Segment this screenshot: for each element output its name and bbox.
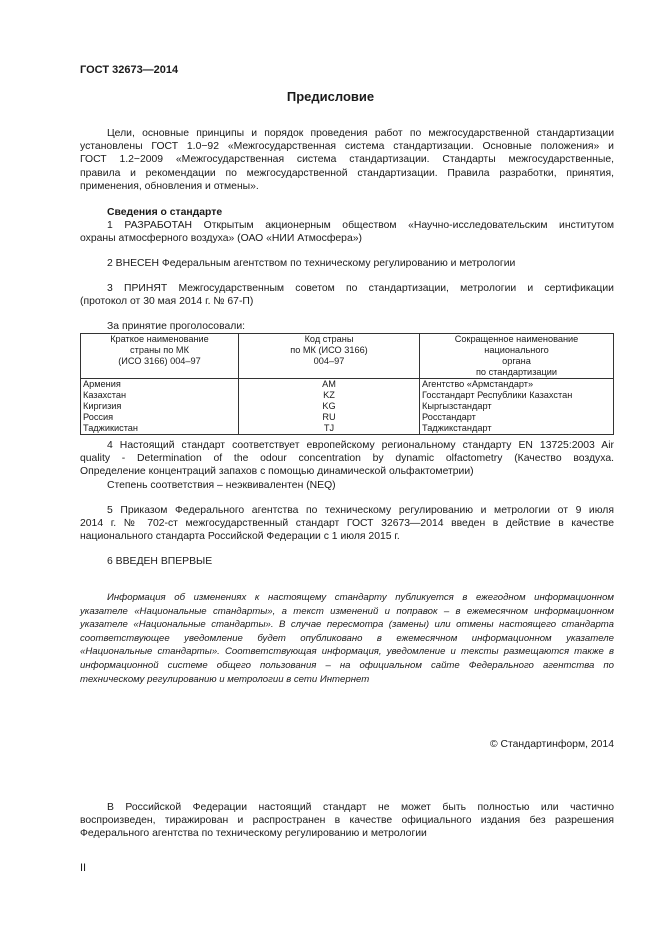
intro-line: ГОСТ 1.2−2009 «Межгосударственная система стандартизации. Стандарты межгосударственные, [80, 154, 614, 166]
intro-line: правила и рекомендации по межгосударственной стандартизации. Правила разработки, принятия, [80, 167, 614, 179]
country-cell: Киргизия [81, 401, 239, 412]
item4-line: 4 Настоящий стандарт соответствует европейскому региональному стандарту EN 13725:2003 Air [107, 440, 614, 451]
body-cell: Агентство «Армстандарт» [420, 379, 614, 391]
table-row [81, 423, 614, 435]
item4 [80, 439, 614, 492]
country-cell: Казахстан [81, 390, 239, 401]
code-cell: TJ [239, 423, 420, 435]
info-heading: Сведения о стандарте [107, 207, 223, 218]
intro-line: применения, обновления и отмены». [80, 180, 259, 192]
notice-line: указателе «Национальные стандарты», а текст изменений и поправок – в ежемесячном информационном [80, 605, 614, 617]
notice-line: техническому регулированию и метрологии в сети Интернет [80, 673, 370, 685]
copyright: © Стандартинформ, 2014 [489, 739, 614, 750]
item1-line: 1 РАЗРАБОТАН Открытым акционерным обществом «Научно-исследовательским институтом [107, 220, 614, 232]
item5-line: национального стандарта Российской Федерации с 1 июля 2015 г. [80, 531, 400, 543]
item4-line: Определение концентраций запахов с помощью динамической ольфактометрии) [80, 466, 474, 478]
item2-line: 2 ВНЕСЕН Федеральным агентством по техническому регулированию и метрологии [107, 258, 516, 269]
code-cell: KZ [239, 390, 420, 401]
country-cell: Россия [81, 412, 239, 423]
code-cell: KG [239, 401, 420, 412]
item1-line: охраны атмосферного воздуха» (ОАО «НИИ Атмосфера») [80, 233, 362, 245]
intro-paragraph [80, 127, 614, 193]
reproduction-notice [80, 801, 614, 841]
notice-line: «Национальные стандарты». Соответствующая информация, уведомление и тексты размещаются также в [80, 646, 614, 658]
reproduction-line: воспроизведен, тиражирован и распространен в качестве официального издания без разрешения [80, 815, 614, 827]
table-row [81, 390, 614, 401]
item6-line: 6 ВВЕДЕН ВПЕРВЫЕ [107, 556, 213, 567]
item3-line: 3 ПРИНЯТ Межгосударственным советом по стандартизации, метрологии и сертификации [107, 283, 614, 294]
notice-line: соответствующее уведомление будет опубликовано в ежемесячном информационном указателе [80, 632, 614, 644]
conformity-degree: Степень соответствия – неэквивалентен (NEQ) [107, 479, 336, 491]
column-header-code: Код страны по МК (ИСО 3166) 004–97 [239, 334, 420, 379]
intro-line: Цели, основные принципы и порядок проведения работ по межгосударственной стандартизации [107, 128, 614, 139]
changes-notice [80, 591, 614, 686]
item2 [80, 257, 614, 270]
item6 [80, 555, 614, 568]
reproduction-line: Федерального агентства по техническому регулированию и метрологии [80, 828, 427, 840]
standard-header: ГОСТ 32673—2014 [80, 64, 179, 76]
country-cell: Армения [81, 379, 239, 391]
body-cell: Росстандарт [420, 412, 614, 423]
item3 [80, 282, 614, 308]
body-cell: Кыргызстандарт [420, 401, 614, 412]
code-cell: RU [239, 412, 420, 423]
item5-line: 2014 г. № 702-ст межгосударственный стандарт ГОСТ 32673—2014 введен в действие в качестве [80, 518, 614, 530]
table-caption: За принятие проголосовали: [107, 321, 246, 332]
item3-line: (протокол от 30 мая 2014 г. № 67-П) [80, 296, 254, 308]
column-header-country: Краткое наименование страны по МК (ИСО 3166) 004–97 [81, 334, 239, 379]
notice-line: информационной системе общего пользования – на официальном сайте Федерального агентства по [80, 659, 614, 671]
code-cell: AM [239, 379, 420, 391]
column-header-body: Сокращенное наименование национального органа по стандартизации [420, 334, 614, 379]
page-number: II [80, 862, 87, 874]
country-cell: Таджикистан [81, 423, 239, 435]
standard-info-section [80, 206, 614, 246]
table-row [81, 401, 614, 412]
table-row [81, 379, 614, 391]
voting-table [80, 333, 614, 435]
reproduction-line: В Российской Федерации настоящий стандарт не может быть полностью или частично [107, 802, 614, 813]
notice-line: указателе «Национальные стандарты». В случае пересмотра (замены) или отмены настоящего стандарта [80, 619, 614, 631]
item5 [80, 504, 614, 544]
body-cell: Таджикстандарт [420, 423, 614, 435]
table-row [81, 412, 614, 423]
table-header-row [81, 334, 614, 379]
body-cell: Госстандарт Республики Казахстан [420, 390, 614, 401]
page-title: Предисловие [286, 89, 375, 104]
item5-line: 5 Приказом Федерального агентства по техническому регулированию и метрологии от 9 июля [107, 505, 614, 516]
item4-line: quality - Determination of the odour concentration by dynamic olfactometry (Качество воздуха. [80, 453, 614, 465]
intro-line: установлены ГОСТ 1.0−92 «Межгосударственная система стандартизации. Основные положения» и [80, 141, 614, 153]
notice-line: Информация об изменениях к настоящему стандарту публикуется в ежегодном информационном [107, 592, 614, 603]
